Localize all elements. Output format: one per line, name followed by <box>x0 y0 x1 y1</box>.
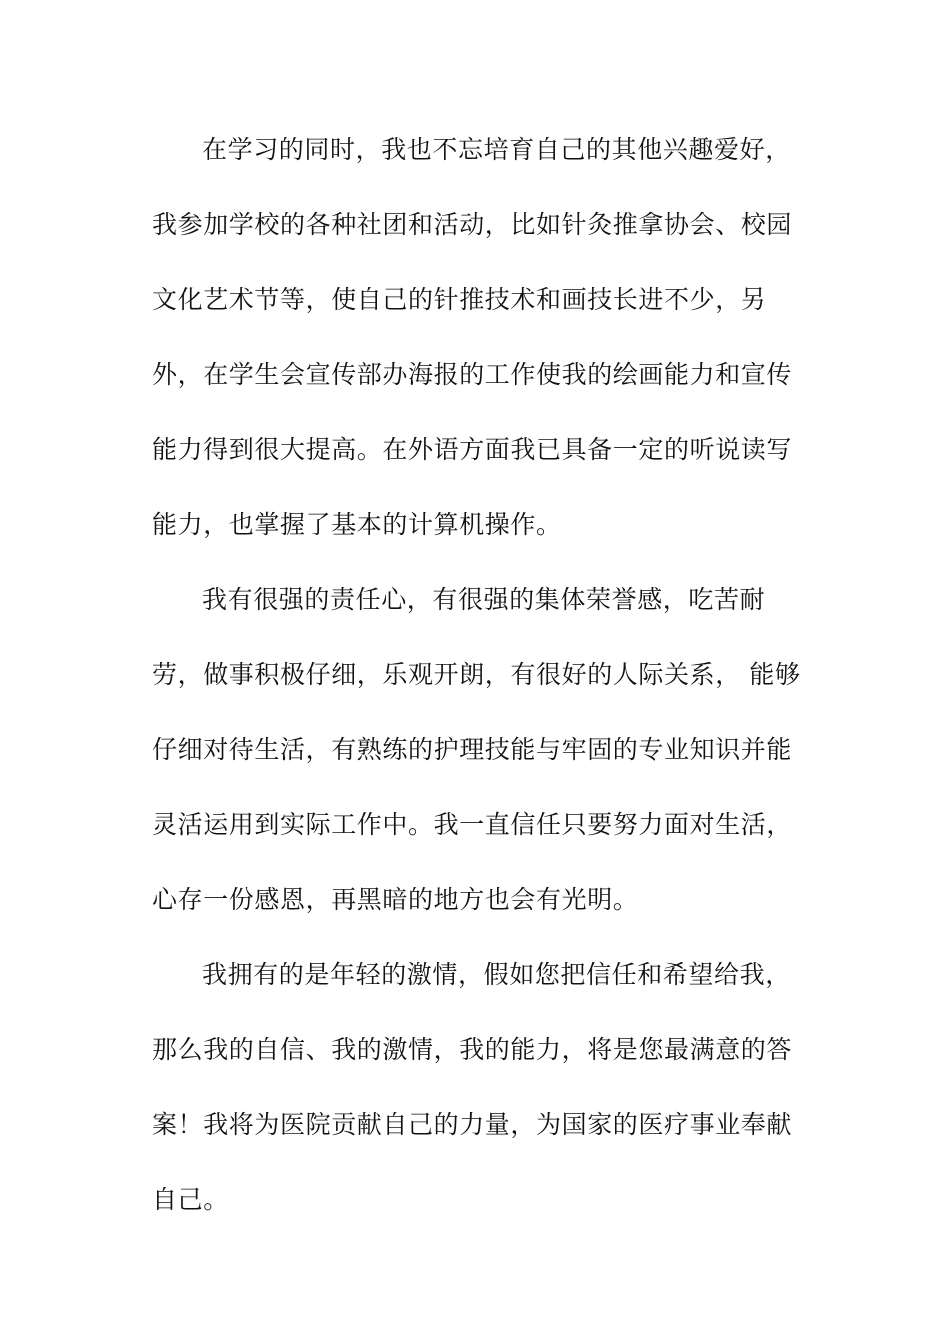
paragraph-2-line-1: 我有很强的责任心，有很强的集体荣誉感，吃苦耐 <box>202 585 766 614</box>
paragraph-1-line-2: 我参加学校的各种社团和活动，比如针灸推拿协会、校园 <box>152 210 793 239</box>
paragraph-2-line-3: 仔细对待生活，有熟练的护理技能与牢固的专业知识并能 <box>152 735 793 764</box>
paragraph-3-line-1: 我拥有的是年轻的激情，假如您把信任和希望给我， <box>202 960 791 989</box>
paragraph-2-line-2: 劳，做事积极仔细，乐观开朗，有很好的人际关系， 能够 <box>152 660 801 689</box>
paragraph-1-line-6: 能力，也掌握了基本的计算机操作。 <box>152 510 562 539</box>
paragraph-1-line-1: 在学习的同时，我也不忘培育自己的其他兴趣爱好， <box>202 135 791 164</box>
paragraph-3-line-3: 案！我将为医院贡献自己的力量，为国家的医疗事业奉献 <box>152 1110 793 1139</box>
paragraph-3-line-2: 那么我的自信、我的激情，我的能力，将是您最满意的答 <box>152 1035 793 1064</box>
paragraph-1-line-4: 外，在学生会宣传部办海报的工作使我的绘画能力和宣传 <box>152 360 793 389</box>
paragraph-2-line-4: 灵活运用到实际工作中。我一直信任只要努力面对生活， <box>152 810 793 839</box>
paragraph-3-line-4: 自己。 <box>152 1185 229 1214</box>
paragraph-1-line-5: 能力得到很大提高。在外语方面我已具备一定的听说读写 <box>152 435 793 464</box>
paragraph-2-line-5: 心存一份感恩，再黑暗的地方也会有光明。 <box>152 885 639 914</box>
paragraph-1-line-3: 文化艺术节等，使自己的针推技术和画技长进不少，另 <box>152 285 767 314</box>
